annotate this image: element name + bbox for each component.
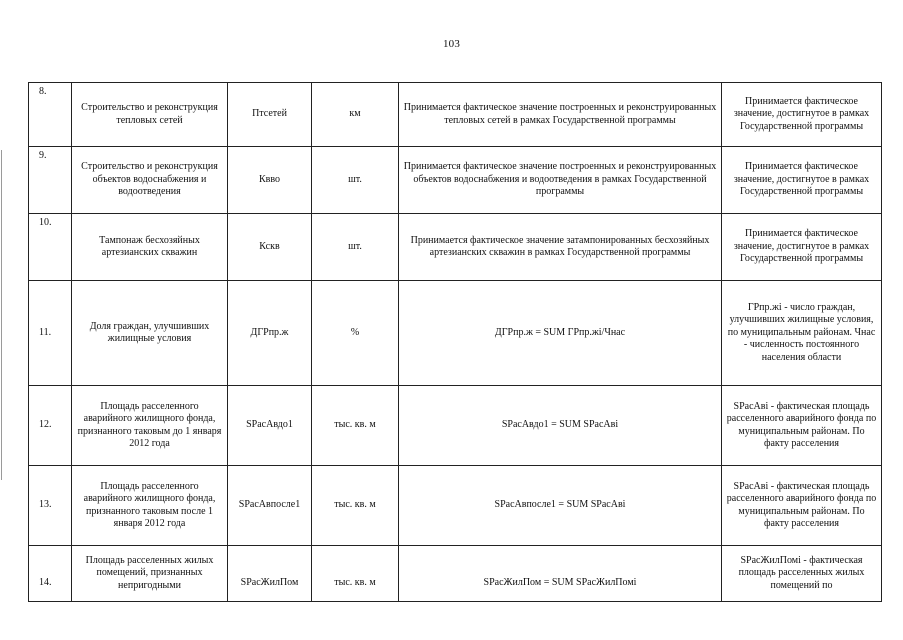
unit-of-measure: шт. [312, 214, 399, 281]
calculation-method: SРасЖилПом = SUM SРасЖилПомi [399, 546, 722, 602]
table-row [29, 466, 882, 546]
unit-of-measure: тыс. кв. м [312, 466, 399, 546]
row-number: 12. [29, 386, 72, 466]
indicator-name: Строительство и реконструкция объектов водоснабжения и водоотведения [72, 147, 228, 214]
table-row [29, 281, 882, 386]
calculation-method: SРасАвдо1 = SUM SРасАвi [399, 386, 722, 466]
indicator-name: Площадь расселенного аварийного жилищного фонда, признанного таковым после 1 января 2012 года [72, 466, 228, 546]
unit-of-measure: тыс. кв. м [312, 546, 399, 602]
indicator-note: ГРпр.жi - число граждан, улучшивших жилищные условия, по муниципальным районам. Чнас - численность постоянного населения области [722, 281, 882, 386]
row-number: 13. [29, 466, 72, 546]
calculation-method: ДГРпр.ж = SUM ГРпр.жi/Чнас [399, 281, 722, 386]
calculation-method: Принимается фактическое значение затампонированных бесхозяйных артезианских скважин в рамках Государственной программы [399, 214, 722, 281]
row-number: 14. [29, 546, 72, 602]
indicator-name: Строительство и реконструкция тепловых сетей [72, 83, 228, 147]
indicator-name: Площадь расселенного аварийного жилищного фонда, признанного таковым до 1 января 2012 года [72, 386, 228, 466]
calculation-method: Принимается фактическое значение построенных и реконструированных тепловых сетей в рамках Государственной программы [399, 83, 722, 147]
unit-of-measure: шт. [312, 147, 399, 214]
indicator-note: SРасАвi - фактическая площадь расселенного аварийного фонда по муниципальным районам. По факту расселения [722, 386, 882, 466]
unit-of-measure: км [312, 83, 399, 147]
indicator-code: SРасАвпосле1 [228, 466, 312, 546]
table-row [29, 214, 882, 281]
indicator-code: Птсетей [228, 83, 312, 147]
unit-of-measure: тыс. кв. м [312, 386, 399, 466]
table-row [29, 147, 882, 214]
indicator-note: Принимается фактическое значение, достигнутое в рамках Государственной программы [722, 147, 882, 214]
indicator-code: Кскв [228, 214, 312, 281]
unit-of-measure: % [312, 281, 399, 386]
table-row [29, 83, 882, 147]
indicator-name: Доля граждан, улучшивших жилищные условия [72, 281, 228, 386]
row-number: 10. [29, 214, 72, 281]
indicator-note: SРасАвi - фактическая площадь расселенного аварийного фонда по муниципальным районам. По факту расселения [722, 466, 882, 546]
indicator-code: SРасЖилПом [228, 546, 312, 602]
table-row [29, 386, 882, 466]
indicator-note: SРасЖилПомi - фактическая площадь расселенных жилых помещений по [722, 546, 882, 602]
calculation-method: SРасАвпосле1 = SUM SРасАвi [399, 466, 722, 546]
indicator-code: ДГРпр.ж [228, 281, 312, 386]
indicator-code: Кввo [228, 147, 312, 214]
indicators-table [28, 82, 882, 602]
indicator-code: SРасАвдо1 [228, 386, 312, 466]
page-number: 103 [442, 38, 461, 50]
indicator-name: Тампонаж бесхозяйных артезианских скважин [72, 214, 228, 281]
row-number: 11. [29, 281, 72, 386]
indicator-note: Принимается фактическое значение, достигнутое в рамках Государственной программы [722, 214, 882, 281]
indicator-name: Площадь расселенных жилых помещений, признанных непригодными [72, 546, 228, 602]
scan-edge-line [1, 150, 2, 480]
table-row [29, 546, 882, 602]
row-number: 8. [29, 83, 72, 147]
row-number: 9. [29, 147, 72, 214]
calculation-method: Принимается фактическое значение построенных и реконструированных объектов водоснабжения и водоотведения в рамках Государственной программы [399, 147, 722, 214]
indicator-note: Принимается фактическое значение, достигнутое в рамках Государственной программы [722, 83, 882, 147]
